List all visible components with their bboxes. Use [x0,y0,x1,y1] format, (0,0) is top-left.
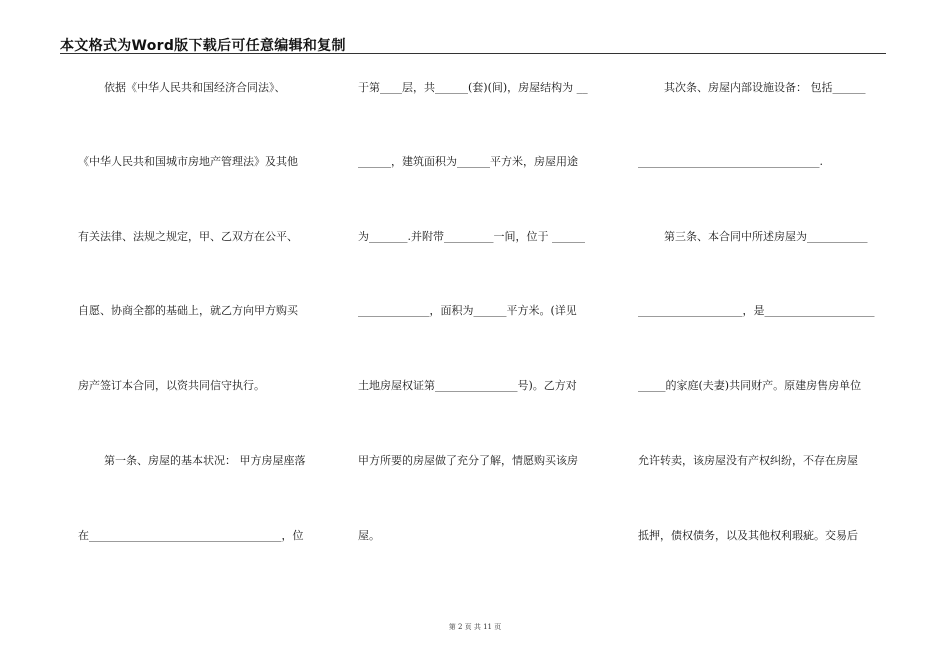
text-line: 于第____层，共______(套)(间)，房屋结构为 __ [358,81,588,94]
text-line: _____的家庭(夫妻)共同财产。原建房售房单位 [638,379,862,392]
text-line: ______，建筑面积为______平方米，房屋用途 [358,155,578,168]
header-title: 本文格式为Word版下载后可任意编辑和复制 [60,38,346,54]
text-line: 第一条、房屋的基本状况： 甲方房屋座落 [104,454,306,467]
text-line: 房产签订本合同，以资共同信守执行。 [78,379,265,392]
text-line: 在___________________________________，位 [78,529,304,542]
text-line: 其次条、房屋内部设施设备： 包括______ [664,81,866,94]
document-header [60,33,886,54]
text-line: 土地房屋权证第_______________号)。乙方对 [358,379,577,392]
text-line: 第三条、本合同中所述房屋为___________ [664,230,868,243]
text-line: 依据《中华人民共和国经济合同法》、 [104,81,286,94]
text-line: _________________________________. [638,155,823,168]
text-line: 有关法律、法规之规定，甲、乙双方在公平、 [78,230,298,243]
text-line: _____________，面积为______平方米。(详见 [358,304,577,317]
text-line: 《中华人民共和国城市房地产管理法》及其他 [78,155,298,168]
text-line: 允许转卖，该房屋没有产权纠纷，不存在房屋 [638,454,858,467]
text-line: 屋。 [358,529,380,542]
text-line: 为_______.并附带_________一间，位于 ______ [358,230,585,243]
text-line: 自愿、协商全都的基础上，就乙方向甲方购买 [78,304,298,317]
page-number: 第 2 页 共 11 页 [448,623,502,631]
text-line: 抵押，债权债务，以及其他权利瑕疵。交易后 [638,529,858,542]
text-line: ___________________，是____________________ [638,304,875,317]
text-line: 甲方所要的房屋做了充分了解，情愿购买该房 [358,454,578,467]
